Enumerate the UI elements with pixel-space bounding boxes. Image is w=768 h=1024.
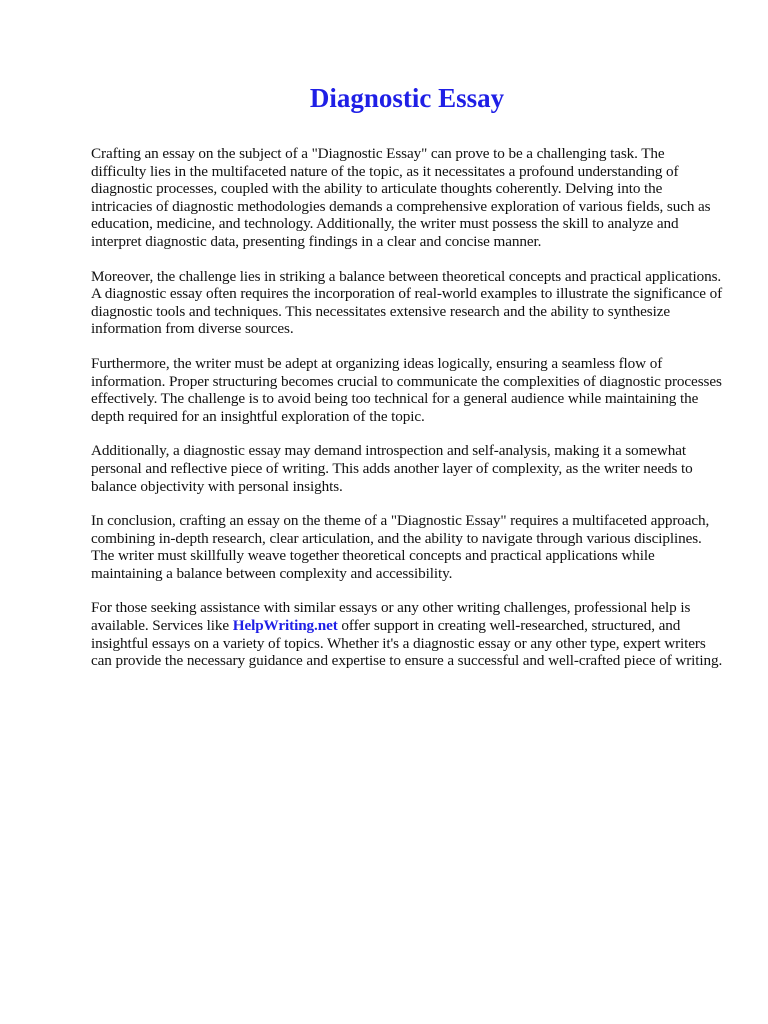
- paragraph-3: Furthermore, the writer must be adept at organizing ideas logically, ensuring a seamless flow of information. Proper structuring becomes crucial to communicate the complexities of diagnostic processes effectively. The challenge is to avoid being too technical for a general audience while maintaining the depth required for an insightful exploration of the topic.: [91, 354, 722, 425]
- paragraph-2: Moreover, the challenge lies in striking a balance between theoretical concepts and practical applications. A diagnostic essay often requires the incorporation of real-world examples to illustrate the significance of diagnostic tools and techniques. This necessitates extensive research and the ability to synthesize information from diverse sources.: [91, 267, 723, 338]
- essay-body: [91, 145, 723, 687]
- paragraph-1: Crafting an essay on the subject of a "Diagnostic Essay" can prove to be a challenging task. The difficulty lies in the multifaceted nature of the topic, as it necessitates a profound understanding of diagnostic processes, coupled with the ability to articulate thoughts coherently. Delving into the intricacies of diagnostic methodologies demands a comprehensive exploration of various fields, such as education, medicine, and technology. Additionally, the writer must possess the skill to analyze and interpret diagnostic data, presenting findings in a clear and concise manner.: [91, 145, 711, 250]
- helpwriting-link[interactable]: HelpWriting.net: [232, 617, 338, 635]
- paragraph-5: In conclusion, crafting an essay on the theme of a "Diagnostic Essay" requires a multifaceted approach, combining in-depth research, clear articulation, and the ability to navigate through various disciplines. The writer must skillfully weave together theoretical concepts and practical applications while maintaining a balance between complexity and accessibility.: [91, 512, 710, 582]
- paragraph-4: Additionally, a diagnostic essay may demand introspection and self-analysis, making it a somewhat personal and reflective piece of writing. This adds another layer of complexity, as the writer needs to balance objectivity with personal insights.: [91, 442, 693, 495]
- closing-text-before-link: For those seeking assistance with similar essays or any other writing challenges, professional help is available. Services like: [91, 599, 691, 635]
- closing-text-after-link: offer support in creating well-researched, structured, and insightful essays on a variety of topics. Whether it's a diagnostic essay or any other type, expert writers can provide the necessary guidance and expertise to ensure a successful and well-crafted piece of writing.: [91, 617, 723, 670]
- closing-paragraph: [91, 599, 723, 669]
- page-title: Diagnostic Essay: [309, 83, 505, 113]
